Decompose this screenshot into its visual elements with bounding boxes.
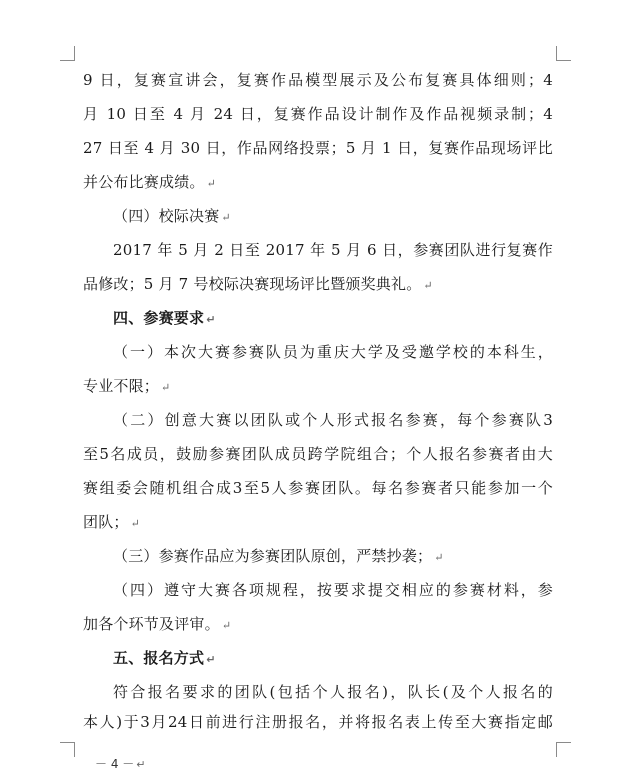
subheading-final: （四）校际决赛 ↵ xyxy=(113,207,231,225)
paragraph-line: （一）本次大赛参赛队员为重庆大学及受邀学校的本科生， xyxy=(113,343,553,361)
crop-mark-top-left xyxy=(60,46,75,61)
paragraph-mark: ↵ xyxy=(206,177,217,190)
paragraph-mark: ↵ xyxy=(206,653,216,666)
paragraph-line: （三）参赛作品应为参赛团队原创，严禁抄袭； ↵ xyxy=(113,547,444,565)
page-number: － 4 － ↵ xyxy=(95,757,146,771)
paragraph-mark: ↵ xyxy=(423,279,433,292)
paragraph-line: 加各个环节及评审。 ↵ xyxy=(83,615,232,633)
paragraph-mark: ↵ xyxy=(130,517,141,530)
paragraph-mark: ↵ xyxy=(136,758,146,771)
paragraph-line: （二）创意大赛以团队或个人形式报名参赛，每个参赛队3 xyxy=(113,411,553,429)
paragraph-mark: ↵ xyxy=(206,313,216,326)
paragraph-line: 符合报名要求的团队(包括个人报名)，队长(及个人报名的 xyxy=(113,683,553,701)
paragraph-line: （四）遵守大赛各项规程，按要求提交相应的参赛材料，参 xyxy=(113,581,553,599)
paragraph-line: 2017 年 5 月 2 日至 2017 年 5 月 6 日，参赛团队进行复赛作 xyxy=(113,241,553,259)
paragraph-line: 本人)于3月24日前进行注册报名，并将报名表上传至大赛指定邮 xyxy=(83,713,553,731)
paragraph-line: 并公布比赛成绩。 ↵ xyxy=(83,173,217,191)
paragraph-line: 月 10 日至 4 月 24 日，复赛作品设计制作及作品视频录制；4 xyxy=(83,105,553,123)
crop-mark-bottom-right xyxy=(556,742,571,757)
paragraph-line: 赛组委会随机组合成3至5人参赛团队。每名参赛者只能参加一个 xyxy=(83,479,553,497)
paragraph-mark: ↵ xyxy=(221,211,231,224)
paragraph-line: 团队； ↵ xyxy=(83,513,141,531)
crop-mark-top-right xyxy=(556,46,571,61)
paragraph-line: 9 日，复赛宣讲会，复赛作品模型展示及公布复赛具体细则；4 xyxy=(83,71,553,89)
paragraph-mark: ↵ xyxy=(161,381,171,394)
crop-mark-bottom-left xyxy=(60,742,75,757)
section-heading-requirements: 四、参赛要求 ↵ xyxy=(113,309,216,327)
paragraph-mark: ↵ xyxy=(434,551,444,564)
section-heading-registration: 五、报名方式 ↵ xyxy=(113,649,216,667)
paragraph-line: 至5名成员，鼓励参赛团队成员跨学院组合；个人报名参赛者由大 xyxy=(83,445,553,463)
paragraph-mark: ↵ xyxy=(221,619,232,632)
paragraph-line: 27 日至 4 月 30 日，作品网络投票；5 月 1 日，复赛作品现场评比 xyxy=(83,139,553,157)
paragraph-line: 品修改；5 月 7 号校际决赛现场评比暨颁奖典礼。 ↵ xyxy=(83,275,433,293)
paragraph-line: 专业不限； ↵ xyxy=(83,377,171,395)
